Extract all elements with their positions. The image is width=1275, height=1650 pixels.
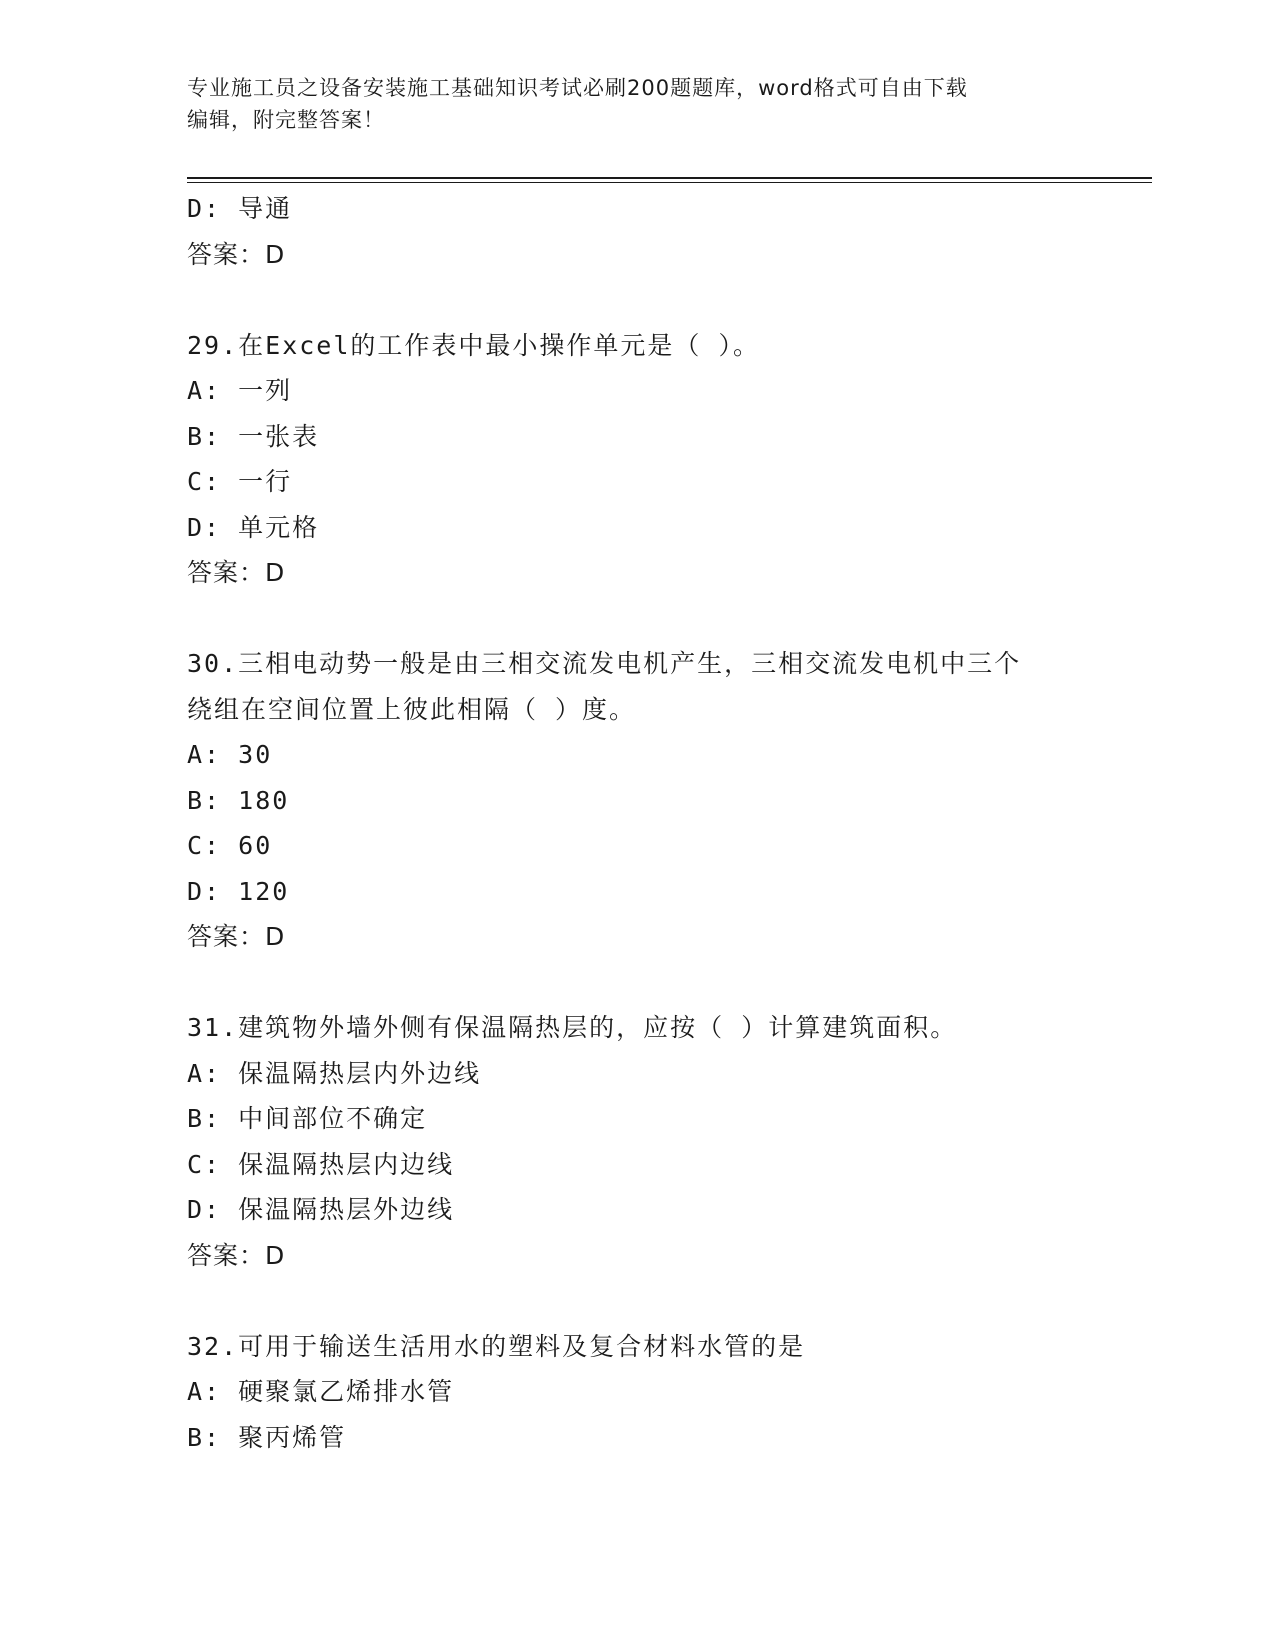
question-stem-line2: 绕组在空间位置上彼此相隔（ ）度。 [187, 694, 637, 724]
option-c: C: 保温隔热层内边线 [187, 1149, 455, 1179]
header-title-line2: 编辑，附完整答案！ [187, 108, 385, 132]
option-a: A: 一列 [187, 376, 293, 405]
option-c: C: 一行 [187, 467, 293, 496]
header-divider-thin [187, 182, 1152, 183]
question-stem: 31.建筑物外墙外侧有保温隔热层的，应按（ ）计算建筑面积。 [187, 1013, 958, 1042]
question-block-prev [187, 186, 1077, 277]
answer-line: 答案：D [187, 922, 286, 951]
option-b: B: 中间部位不确定 [187, 1104, 428, 1133]
question-list [187, 186, 1077, 1460]
question-stem: 32.可用于输送生活用水的塑料及复合材料水管的是 [187, 1331, 806, 1361]
option-a: A: 硬聚氯乙烯排水管 [187, 1377, 455, 1406]
option-d: D: 保温隔热层外边线 [187, 1195, 455, 1224]
option-c: C: 60 [187, 831, 273, 860]
option-a: A: 30 [187, 740, 273, 769]
option-b: B: 一张表 [187, 421, 320, 451]
header-title-line1: 专业施工员之设备安装施工基础知识考试必刷200题题库，word格式可自由下载 [187, 76, 968, 100]
question-block-32 [187, 1324, 1077, 1461]
document-header [187, 72, 1067, 136]
option-d: D: 单元格 [187, 512, 320, 542]
answer-line: 答案：D [187, 1240, 286, 1270]
option-b: B: 聚丙烯管 [187, 1422, 347, 1452]
option-a: A: 保温隔热层内外边线 [187, 1058, 482, 1088]
question-stem: 29.在Excel的工作表中最小操作单元是（ ）。 [187, 330, 760, 360]
question-block-31 [187, 1005, 1077, 1278]
question-stem-line1: 30.三相电动势一般是由三相交流发电机产生，三相交流发电机中三个 [187, 649, 1022, 678]
question-block-29 [187, 323, 1077, 596]
question-block-30 [187, 641, 1077, 960]
answer-line: 答案：D [187, 239, 286, 269]
option-d: D: 120 [187, 876, 290, 906]
answer-line: 答案：D [187, 558, 286, 587]
option-d: D: 导通 [187, 194, 293, 223]
header-divider-thick [187, 177, 1152, 179]
option-b: B: 180 [187, 785, 290, 815]
